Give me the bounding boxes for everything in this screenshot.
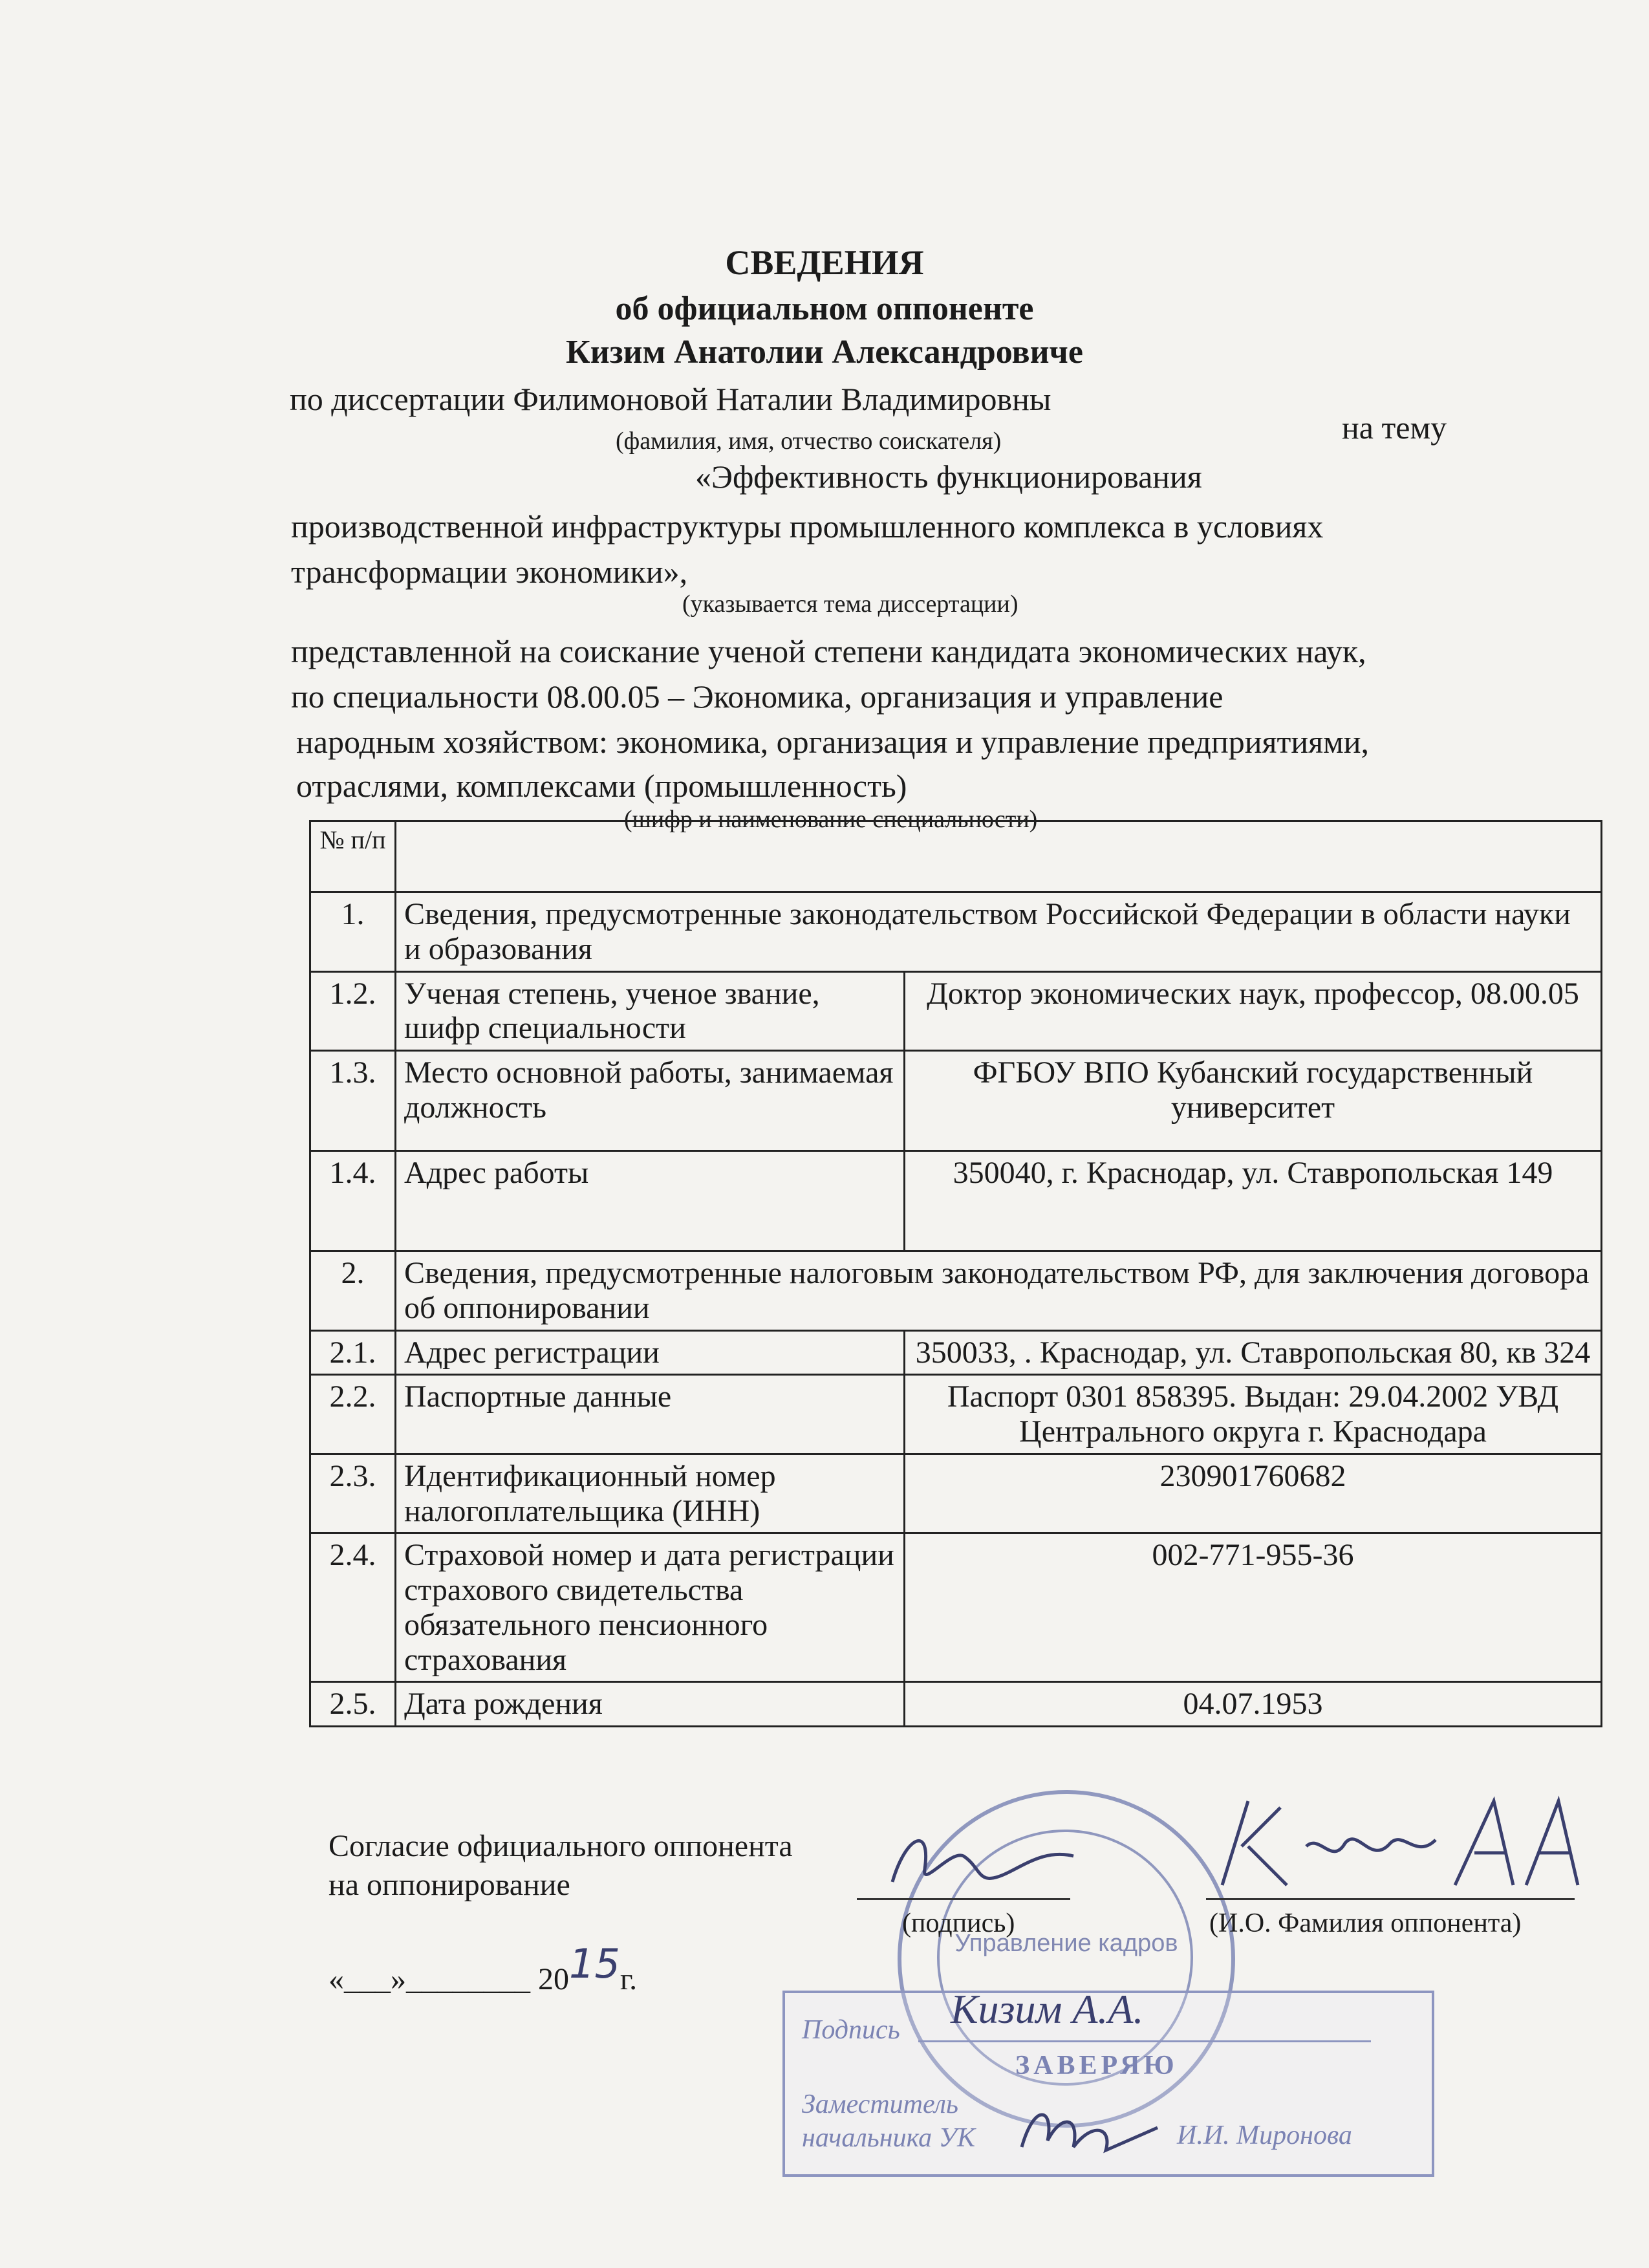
row-label: Адрес работы [396, 1151, 905, 1251]
degree-line-3: народным хозяйством: экономика, организация и управление предприятиями, [296, 724, 1370, 760]
row-value: 230901760682 [905, 1454, 1602, 1533]
row-label: Адрес регистрации [396, 1330, 905, 1375]
caption-topic: (указывается тема диссертации) [682, 590, 1018, 618]
table-row [310, 1533, 1602, 1682]
row-value: Паспорт 0301 858395. Выдан: 29.04.2002 УВД Центрального округа г. Краснодара [905, 1375, 1602, 1454]
row-num: 1.3. [310, 1051, 396, 1151]
topic-line-1: «Эффективность функционирования [695, 459, 1202, 495]
row-label: Страховой номер и дата регистрации страхового свидетельства обязательного пенсионного страхования [396, 1533, 905, 1682]
on-topic-text: на тему [1342, 409, 1447, 446]
cert-position-line-2: начальника УК [802, 2123, 975, 2153]
cert-handwritten-name: Кизим А.А. [951, 1986, 1144, 2032]
table-row [310, 971, 1602, 1051]
date-year-handwritten: 15 [569, 1940, 620, 1987]
caption-signature: (подпись) [902, 1908, 1015, 1938]
table-row [310, 892, 1602, 972]
cert-official-signature [1009, 2089, 1170, 2160]
degree-line-1: представленной на соискание ученой степени кандидата экономических наук, [291, 633, 1366, 669]
row-value: 002-771-955-36 [905, 1533, 1602, 1682]
cert-signature-line [918, 2040, 1371, 2042]
degree-line-2: по специальности 08.00.05 – Экономика, организация и управление [291, 678, 1223, 715]
row-label: Дата рождения [396, 1682, 905, 1727]
degree-line-4: отраслями, комплексами (промышленность) [296, 768, 907, 804]
row-num: 1.4. [310, 1151, 396, 1251]
consent-label: Согласие официального оппонента на оппонирование [329, 1829, 793, 1902]
table-header-row [310, 821, 1602, 892]
table-row [310, 1330, 1602, 1375]
cert-signature-label: Подпись [802, 2015, 900, 2045]
table-row [310, 1682, 1602, 1727]
stamp-center-text: Управление кадров [954, 1930, 1178, 1957]
row-num: 1.2. [310, 971, 396, 1051]
opponent-name-handwritten [1209, 1782, 1597, 1898]
topic-line-2: производственной инфраструктуры промышленного комплекса в условиях [291, 508, 1324, 545]
row-label: Место основной работы, занимаемая должность [396, 1051, 905, 1151]
row-label: Идентификационный номер налогоплательщика (ИНН) [396, 1454, 905, 1533]
row-label: Паспортные данные [396, 1375, 905, 1454]
row-label: Ученая степень, ученое звание, шифр специальности [396, 971, 905, 1051]
table-row [310, 1454, 1602, 1533]
table-row [310, 1051, 1602, 1151]
row-value: 350040, г. Краснодар, ул. Ставропольская 149 [905, 1151, 1602, 1251]
document-title: СВЕДЕНИЯ [725, 243, 924, 282]
date-prefix: «___»________ 20 [329, 1962, 569, 1996]
dissertation-author-line: по диссертации Филимоновой Наталии Владимировны [290, 381, 1051, 417]
table-row [310, 1251, 1602, 1331]
header-num-cell: № п/п [310, 821, 396, 892]
table-row [310, 1375, 1602, 1454]
opponent-info-table [309, 820, 1602, 1727]
table-row [310, 1151, 1602, 1251]
row-num: 2.2. [310, 1375, 396, 1454]
date-suffix: г. [620, 1962, 638, 1996]
topic-line-3: трансформации экономики», [291, 554, 688, 590]
row-num: 2.4. [310, 1533, 396, 1682]
caption-applicant: (фамилия, имя, отчество соискателя) [616, 427, 1002, 455]
section-title-tax: Сведения, предусмотренные налоговым законодательством РФ, для заключения договора об оппонировании [396, 1251, 1602, 1331]
date-line [329, 1940, 638, 1999]
cert-official-name: И.И. Миронова [1177, 2121, 1352, 2150]
row-num: 1. [310, 892, 396, 972]
opponent-name: Кизим Анатолии Александровиче [566, 334, 1083, 371]
caption-specialty: (шифр и наименование специальности) [624, 806, 1038, 833]
cert-position-line-1: Заместитель [802, 2090, 959, 2119]
document-subtitle: об официальном оппоненте [615, 290, 1034, 327]
row-value: 350033, . Краснодар, ул. Ставропольская 80, кв 324 [905, 1330, 1602, 1375]
caption-opponent-name: (И.О. Фамилия оппонента) [1209, 1908, 1522, 1938]
row-num: 2.3. [310, 1454, 396, 1533]
row-value: Доктор экономических наук, профессор, 08.00.05 [905, 971, 1602, 1051]
name-line [1206, 1898, 1575, 1900]
opponent-signature [879, 1811, 1086, 1901]
row-value: 04.07.1953 [905, 1682, 1602, 1727]
header-desc-cell [396, 821, 1602, 892]
section-title-science: Сведения, предусмотренные законодательством Российской Федерации в области науки и образования [396, 892, 1602, 972]
cert-certified-word: ЗАВЕРЯЮ [1015, 2051, 1178, 2080]
row-num: 2.5. [310, 1682, 396, 1727]
row-value: ФГБОУ ВПО Кубанский государственный университет [905, 1051, 1602, 1151]
row-num: 2.1. [310, 1330, 396, 1375]
row-num: 2. [310, 1251, 396, 1331]
